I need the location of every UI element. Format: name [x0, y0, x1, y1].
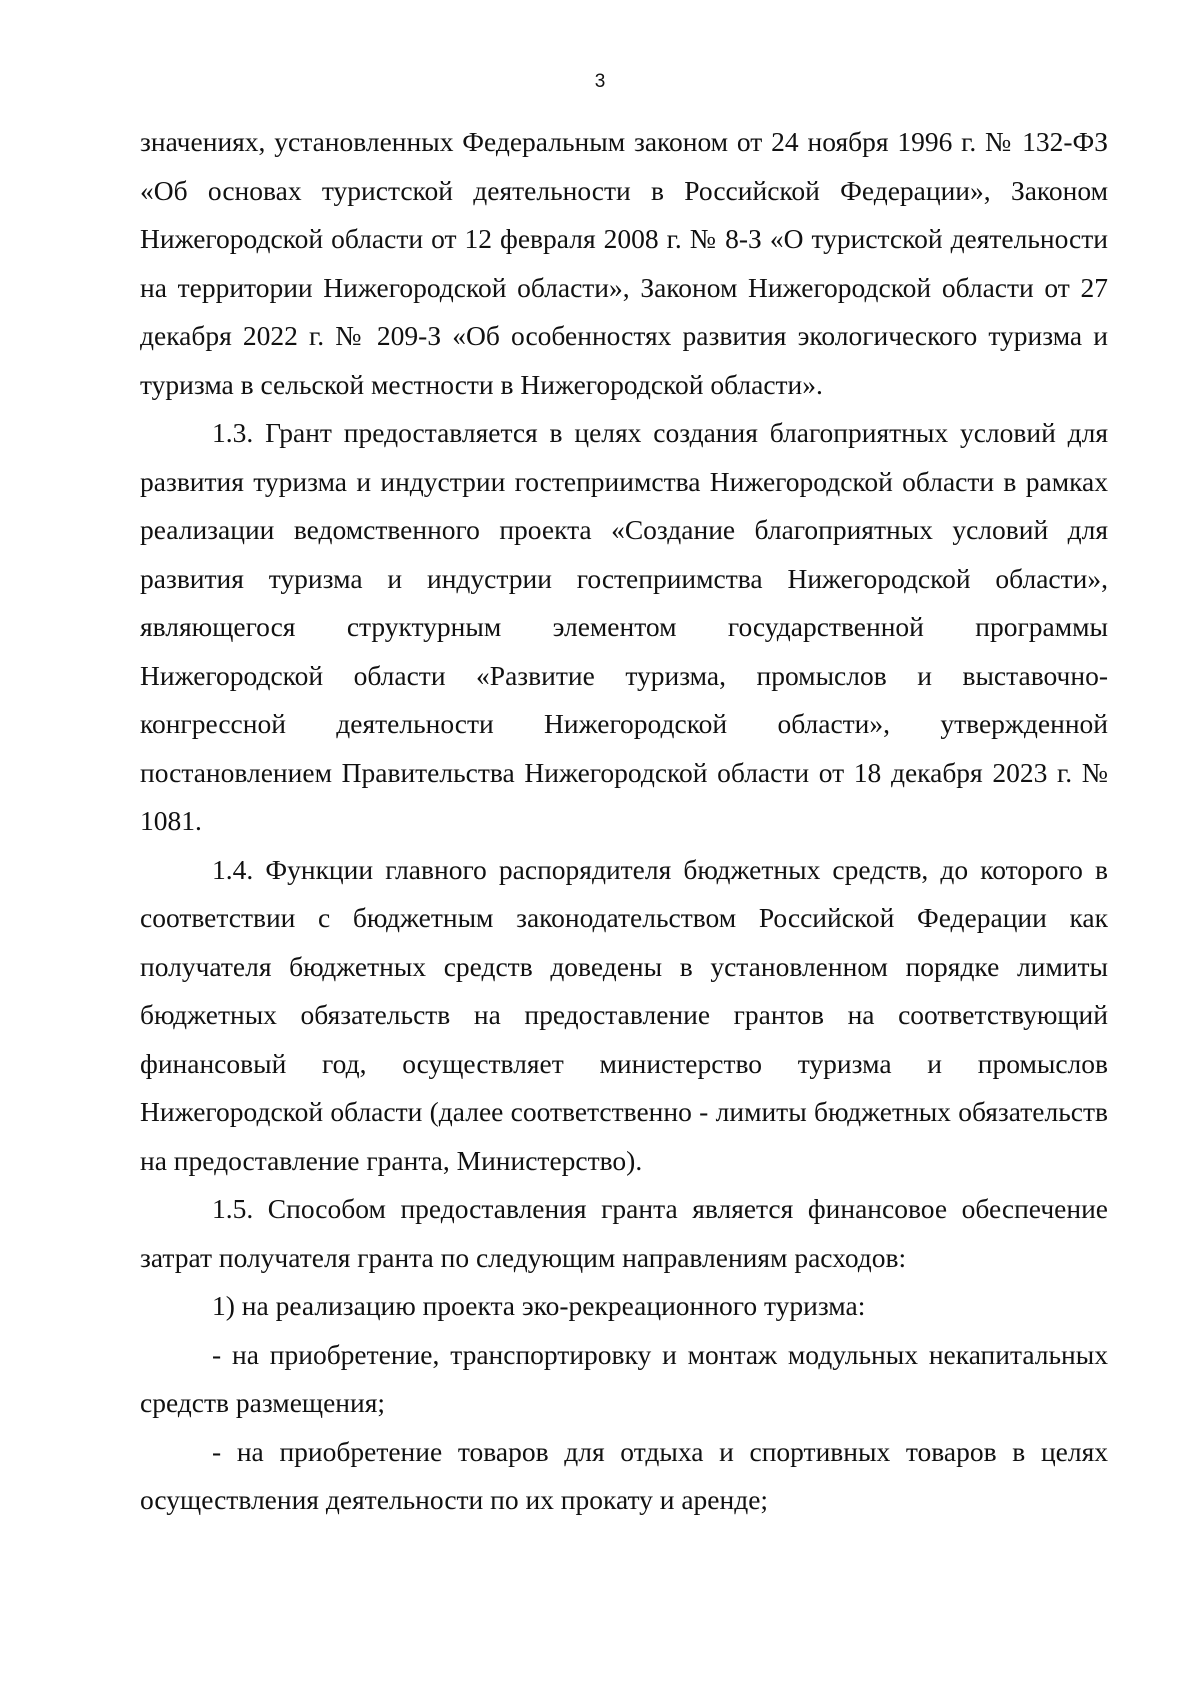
paragraph-1-5: 1.5. Способом предоставления гранта является финансовое обеспечение затрат получателя гранта по следующим направлениям расходов:	[140, 1193, 1108, 1273]
page-number: 3	[594, 71, 606, 92]
list-item-1: 1) на реализацию проекта эко-рекреационного туризма:	[212, 1290, 866, 1321]
document-body	[140, 118, 1108, 1525]
list-subitem-modular-accommodation: - на приобретение, транспортировку и монтаж модульных некапитальных средств размещения;	[140, 1338, 1108, 1418]
paragraph-1-3: 1.3. Грант предоставляется в целях создания благоприятных условий для развития туризма и индустрии гостеприимства Нижегородской области в рамках реализации ведомственного проекта «Создание благоприятных условий для развития туризма и индустрии гостеприимства Нижегородской области», являющегося структурным элементом государственной программы Нижегородской области «Развитие туризма, промыслов и выставочно-конгрессной деятельности Нижегородской области», утвержденной постановлением Правительства Нижегородской области от 18 декабря 2023 г. № 1081.	[140, 417, 1108, 836]
paragraph-continuation: значениях, установленных Федеральным законом от 24 ноября 1996 г. № 132-ФЗ «Об основах туристской деятельности в Российской Федерации», Законом Нижегородской области от 12 февраля 2008 г. № 8-З «О туристской деятельности на территории Нижегородской области», Законом Нижегородской области от 27 декабря 2022 г. № 209-З «Об особенностях развития экологического туризма и туризма в сельской местности в Нижегородской области».	[140, 126, 1108, 400]
paragraph-1-4: 1.4. Функции главного распорядителя бюджетных средств, до которого в соответствии с бюджетным законодательством Российской Федерации как получателя бюджетных средств доведены в установленном порядке лимиты бюджетных обязательств на предоставление грантов на соответствующий финансовый год, осуществляет министерство туризма и промыслов Нижегородской области (далее соответственно - лимиты бюджетных обязательств на предоставление гранта, Министерство).	[140, 853, 1108, 1176]
list-subitem-rental-goods: - на приобретение товаров для отдыха и спортивных товаров в целях осуществления деятельности по их прокату и аренде;	[140, 1435, 1108, 1515]
